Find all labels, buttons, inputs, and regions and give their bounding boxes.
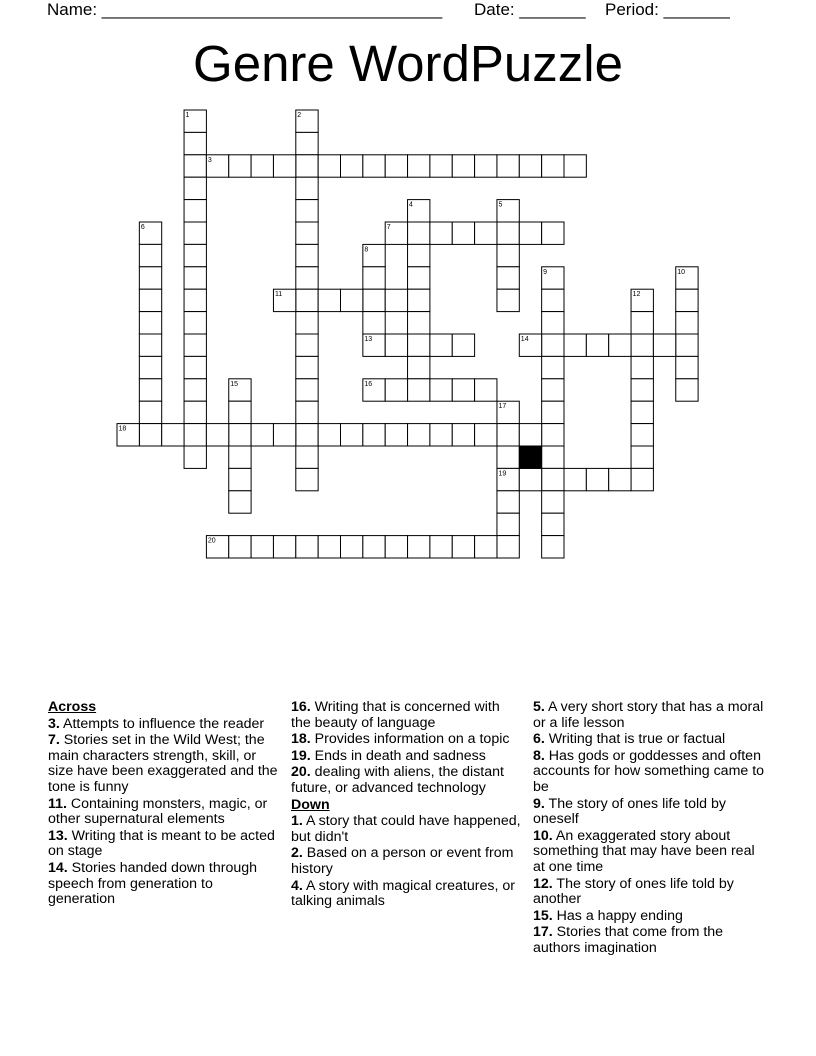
grid-cell[interactable] xyxy=(519,424,541,446)
grid-cell[interactable] xyxy=(676,289,698,311)
grid-cell[interactable] xyxy=(296,155,318,177)
grid-cell[interactable] xyxy=(676,312,698,334)
clue-column-1 xyxy=(48,700,280,909)
grid-cell[interactable] xyxy=(296,468,318,490)
grid-cell[interactable] xyxy=(318,424,340,446)
grid-cell[interactable] xyxy=(139,334,161,356)
grid-cell[interactable] xyxy=(296,424,318,446)
clue-item xyxy=(48,733,280,795)
grid-cell[interactable] xyxy=(318,289,340,311)
grid-cell[interactable] xyxy=(676,356,698,378)
grid-cell[interactable] xyxy=(408,289,430,311)
clue-item xyxy=(48,797,280,828)
grid-cell[interactable] xyxy=(676,334,698,356)
grid-cell[interactable] xyxy=(296,177,318,199)
grid-cell[interactable] xyxy=(184,446,206,468)
grid-cell[interactable] xyxy=(519,155,541,177)
clue-item xyxy=(533,925,765,956)
grid-cell[interactable] xyxy=(475,536,497,558)
grid-cell[interactable] xyxy=(542,536,564,558)
clue-number: 11 xyxy=(274,291,283,299)
grid-cell[interactable] xyxy=(519,222,541,244)
grid-cell[interactable] xyxy=(341,424,363,446)
grid-cell[interactable] xyxy=(363,312,385,334)
grid-cell[interactable] xyxy=(229,155,251,177)
grid-cell[interactable] xyxy=(139,244,161,266)
down-heading: Down xyxy=(291,796,330,813)
clue-text: Stories handed down through speech from generation to generation xyxy=(48,859,258,908)
clue-num: 9. xyxy=(533,795,545,812)
clue-num: 18. xyxy=(291,731,311,748)
grid-cell[interactable] xyxy=(273,155,295,177)
grid-cell[interactable] xyxy=(318,536,340,558)
clue-num: 14. xyxy=(48,859,68,876)
grid-cell[interactable] xyxy=(497,267,519,289)
grid-cell[interactable] xyxy=(631,312,653,334)
clue-number: 7 xyxy=(386,224,391,231)
clue-text: Has gods or goddesses and often accounts for how something came to be xyxy=(533,747,765,795)
grid-cell[interactable] xyxy=(452,424,474,446)
grid-cell[interactable] xyxy=(430,536,452,558)
grid-cell[interactable] xyxy=(564,155,586,177)
grid-cell[interactable] xyxy=(251,155,273,177)
clue-num: 6. xyxy=(533,731,545,748)
clue-num: 8. xyxy=(533,747,545,764)
grid-cell[interactable] xyxy=(184,177,206,199)
clue-text: A story with magical creatures, or talking animals xyxy=(291,877,515,910)
clue-number: 9 xyxy=(543,268,548,276)
clue-text: Attempts to influence the reader xyxy=(59,715,265,732)
clue-number: 15 xyxy=(230,380,239,388)
grid-cell[interactable] xyxy=(542,446,564,468)
clue-number: 10 xyxy=(677,268,686,276)
grid-cell[interactable] xyxy=(229,401,251,423)
grid-cell[interactable] xyxy=(139,401,161,423)
grid-cell[interactable] xyxy=(430,222,452,244)
grid-cell[interactable] xyxy=(497,491,519,513)
grid-cell[interactable] xyxy=(519,468,541,490)
grid-cell[interactable] xyxy=(542,513,564,535)
grid-cell[interactable] xyxy=(631,356,653,378)
clue-num: 7. xyxy=(48,732,60,749)
clue-num: 17. xyxy=(533,924,553,941)
clue-num: 4. xyxy=(291,877,303,894)
grid-cell[interactable] xyxy=(363,424,385,446)
clue-num: 13. xyxy=(48,827,68,844)
clue-text: A story that could have happened, but didn't xyxy=(291,813,521,845)
grid-cell[interactable] xyxy=(184,312,206,334)
grid-cell[interactable] xyxy=(542,356,564,378)
grid-cell[interactable] xyxy=(341,289,363,311)
grid-cell[interactable] xyxy=(497,424,519,446)
grid-cell[interactable] xyxy=(296,401,318,423)
grid-cell[interactable] xyxy=(408,334,430,356)
grid-cell[interactable] xyxy=(385,379,407,401)
grid-cell[interactable] xyxy=(408,424,430,446)
clue-text: Writing that is meant to be acted on stage xyxy=(48,827,275,860)
clue-number: 19 xyxy=(498,470,507,478)
grid-cell[interactable] xyxy=(475,424,497,446)
grid-cell[interactable] xyxy=(184,222,206,244)
grid-cell[interactable] xyxy=(184,401,206,423)
clue-text: Provides information on a topic xyxy=(310,731,510,748)
grid-cell[interactable] xyxy=(229,446,251,468)
clue-item xyxy=(533,700,765,731)
grid-cell[interactable] xyxy=(184,356,206,378)
grid-cell[interactable] xyxy=(385,424,407,446)
grid-cell[interactable] xyxy=(184,289,206,311)
clue-item xyxy=(533,877,765,908)
grid-cell[interactable] xyxy=(408,536,430,558)
clue-item xyxy=(291,879,523,910)
grid-cell[interactable] xyxy=(229,424,251,446)
grid-cell[interactable] xyxy=(408,222,430,244)
grid-cell[interactable] xyxy=(341,536,363,558)
grid-cell[interactable] xyxy=(296,379,318,401)
grid-cell[interactable] xyxy=(251,536,273,558)
clue-item xyxy=(291,846,523,877)
grid-cell[interactable] xyxy=(341,155,363,177)
grid-cell[interactable] xyxy=(430,379,452,401)
grid-cell[interactable] xyxy=(363,155,385,177)
clue-number: 3 xyxy=(207,156,212,164)
grid-cell[interactable] xyxy=(363,267,385,289)
grid-cell[interactable] xyxy=(631,379,653,401)
grid-cell[interactable] xyxy=(296,334,318,356)
grid-cell[interactable] xyxy=(296,536,318,558)
clue-item xyxy=(533,797,765,828)
clue-num: 3. xyxy=(48,715,60,732)
clue-text: Writing that is true or factual xyxy=(544,731,726,748)
grid-cell[interactable] xyxy=(497,222,519,244)
clue-column-3 xyxy=(533,700,765,958)
grid-cell[interactable] xyxy=(542,401,564,423)
grid-cell[interactable] xyxy=(430,155,452,177)
clue-item xyxy=(291,765,523,796)
grid-cell[interactable] xyxy=(385,155,407,177)
clue-text: The story of ones life told by oneself xyxy=(533,795,726,828)
clue-num: 20. xyxy=(291,764,311,781)
grid-cell[interactable] xyxy=(273,424,295,446)
grid-cell[interactable] xyxy=(385,289,407,311)
grid-cell[interactable] xyxy=(542,312,564,334)
grid-cell[interactable] xyxy=(184,200,206,222)
grid-cell[interactable] xyxy=(452,222,474,244)
grid-cell[interactable] xyxy=(430,334,452,356)
grid-cell[interactable] xyxy=(497,513,519,535)
grid-cell[interactable] xyxy=(363,289,385,311)
clue-number: 14 xyxy=(520,336,529,343)
grid-cell[interactable] xyxy=(318,155,340,177)
grid-cell[interactable] xyxy=(184,334,206,356)
grid-cell[interactable] xyxy=(497,536,519,558)
grid-cell[interactable] xyxy=(609,334,631,356)
clue-item xyxy=(48,829,280,860)
clue-item xyxy=(533,909,765,925)
grid-cell[interactable] xyxy=(452,379,474,401)
clue-text: The story of ones life told by another xyxy=(533,875,734,908)
grid-cell[interactable] xyxy=(184,155,206,177)
clue-number: 8 xyxy=(364,246,369,254)
grid-cell[interactable] xyxy=(162,424,184,446)
clue-text: Stories that come from the authors imagination xyxy=(533,924,724,956)
clue-num: 15. xyxy=(533,907,553,924)
clue-num: 1. xyxy=(291,813,303,830)
clue-item xyxy=(533,749,765,796)
grid-cell[interactable] xyxy=(475,155,497,177)
grid-cell[interactable] xyxy=(408,312,430,334)
clue-num: 12. xyxy=(533,875,553,892)
clue-item xyxy=(291,732,523,748)
blocked-cell xyxy=(519,446,541,468)
clue-number: 12 xyxy=(632,291,641,299)
clue-num: 5. xyxy=(533,699,545,715)
grid-cell[interactable] xyxy=(497,446,519,468)
clue-text: Containing monsters, magic, or other supernatural elements xyxy=(48,795,268,828)
grid-cell[interactable] xyxy=(408,267,430,289)
grid-cell[interactable] xyxy=(385,536,407,558)
grid-cell[interactable] xyxy=(542,379,564,401)
grid-cell[interactable] xyxy=(497,244,519,266)
grid-cell[interactable] xyxy=(609,468,631,490)
grid-cell[interactable] xyxy=(296,289,318,311)
grid-cell[interactable] xyxy=(408,356,430,378)
clue-text: An exaggerated story about something that may have been real at one time xyxy=(533,827,755,875)
grid-cell[interactable] xyxy=(564,468,586,490)
grid-cell[interactable] xyxy=(586,468,608,490)
grid-cell[interactable] xyxy=(296,267,318,289)
grid-cell[interactable] xyxy=(408,379,430,401)
grid-cell[interactable] xyxy=(542,155,564,177)
grid-cell[interactable] xyxy=(631,401,653,423)
clue-num: 10. xyxy=(533,827,553,844)
clue-item xyxy=(291,814,523,845)
grid-cell[interactable] xyxy=(206,424,228,446)
grid-cell[interactable] xyxy=(296,200,318,222)
grid-cell[interactable] xyxy=(497,155,519,177)
grid-cell[interactable] xyxy=(542,222,564,244)
clue-item xyxy=(48,861,280,908)
clue-number: 2 xyxy=(297,112,302,119)
grid-cell[interactable] xyxy=(542,424,564,446)
clue-number: 1 xyxy=(185,112,190,119)
clue-item xyxy=(291,749,523,765)
grid-cell[interactable] xyxy=(229,536,251,558)
grid-cell[interactable] xyxy=(497,289,519,311)
grid-cell[interactable] xyxy=(408,244,430,266)
grid-cell[interactable] xyxy=(385,334,407,356)
grid-cell[interactable] xyxy=(542,334,564,356)
grid-cell[interactable] xyxy=(139,267,161,289)
clue-number: 16 xyxy=(364,380,373,388)
clue-item xyxy=(48,717,280,733)
clue-number: 5 xyxy=(498,201,503,209)
grid-cell[interactable] xyxy=(408,155,430,177)
grid-cell[interactable] xyxy=(452,536,474,558)
clue-item xyxy=(533,732,765,748)
grid-cell[interactable] xyxy=(296,312,318,334)
grid-cell[interactable] xyxy=(475,379,497,401)
grid-cell[interactable] xyxy=(296,132,318,154)
page-title: Genre WordPuzzle xyxy=(193,35,623,92)
clue-text: Writing that is concerned with the beauty of language xyxy=(291,699,500,731)
clue-number: 6 xyxy=(140,224,145,231)
grid-cell[interactable] xyxy=(229,468,251,490)
grid-cell[interactable] xyxy=(296,244,318,266)
grid-cell[interactable] xyxy=(184,244,206,266)
grid-cell[interactable] xyxy=(296,446,318,468)
grid-cell[interactable] xyxy=(251,424,273,446)
grid-cell[interactable] xyxy=(296,356,318,378)
grid-cell[interactable] xyxy=(542,289,564,311)
grid-cell[interactable] xyxy=(452,155,474,177)
grid-cell[interactable] xyxy=(184,379,206,401)
grid-cell[interactable] xyxy=(631,334,653,356)
grid-cell[interactable] xyxy=(273,536,295,558)
grid-cell[interactable] xyxy=(139,289,161,311)
grid-cell[interactable] xyxy=(542,491,564,513)
grid-cell[interactable] xyxy=(452,334,474,356)
clue-text: Based on a person or event from history xyxy=(291,845,514,877)
clue-num: 16. xyxy=(291,699,311,715)
clue-text: A very short story that has a moral or a life lesson xyxy=(533,699,764,731)
grid-cell[interactable] xyxy=(229,491,251,513)
name-field[interactable]: Name: ____________________________________ xyxy=(47,0,443,19)
clue-text: dealing with aliens, the distant future, or advanced technology xyxy=(291,764,504,796)
grid-cell[interactable] xyxy=(363,536,385,558)
clue-num: 11. xyxy=(48,795,67,812)
grid-cell[interactable] xyxy=(542,468,564,490)
grid-cell[interactable] xyxy=(676,379,698,401)
clue-text: Ends in death and sadness xyxy=(310,747,486,764)
grid-cell[interactable] xyxy=(184,424,206,446)
grid-cell[interactable] xyxy=(631,424,653,446)
clue-text: Stories set in the Wild West; the main characters strength, skill, or size have been exaggerated and the tone is funny xyxy=(48,732,278,795)
grid-cell[interactable] xyxy=(139,356,161,378)
grid-cell[interactable] xyxy=(139,379,161,401)
grid-cell[interactable] xyxy=(139,424,161,446)
grid-cell[interactable] xyxy=(475,222,497,244)
clue-number: 13 xyxy=(364,336,373,343)
grid-cell[interactable] xyxy=(296,222,318,244)
grid-cell[interactable] xyxy=(653,334,675,356)
grid-cell[interactable] xyxy=(631,446,653,468)
clue-number: 18 xyxy=(118,425,127,433)
clue-num: 2. xyxy=(291,845,303,862)
clue-number: 17 xyxy=(498,403,507,411)
clue-num: 19. xyxy=(291,747,311,764)
across-heading: Across xyxy=(48,699,97,715)
clue-number: 20 xyxy=(207,537,216,545)
clue-text: Has a happy ending xyxy=(552,907,683,924)
grid-cell[interactable] xyxy=(564,334,586,356)
clue-column-2 xyxy=(291,700,523,911)
grid-cell[interactable] xyxy=(184,267,206,289)
grid-cell[interactable] xyxy=(631,468,653,490)
clue-number: 4 xyxy=(409,201,413,209)
period-field[interactable]: Period: _______ xyxy=(605,0,730,19)
grid-cell[interactable] xyxy=(430,424,452,446)
grid-cell[interactable] xyxy=(586,334,608,356)
clue-item xyxy=(291,700,523,731)
clue-item xyxy=(533,829,765,876)
date-field[interactable]: Date: _______ xyxy=(474,0,586,19)
grid-cell[interactable] xyxy=(139,312,161,334)
grid-cell[interactable] xyxy=(184,132,206,154)
